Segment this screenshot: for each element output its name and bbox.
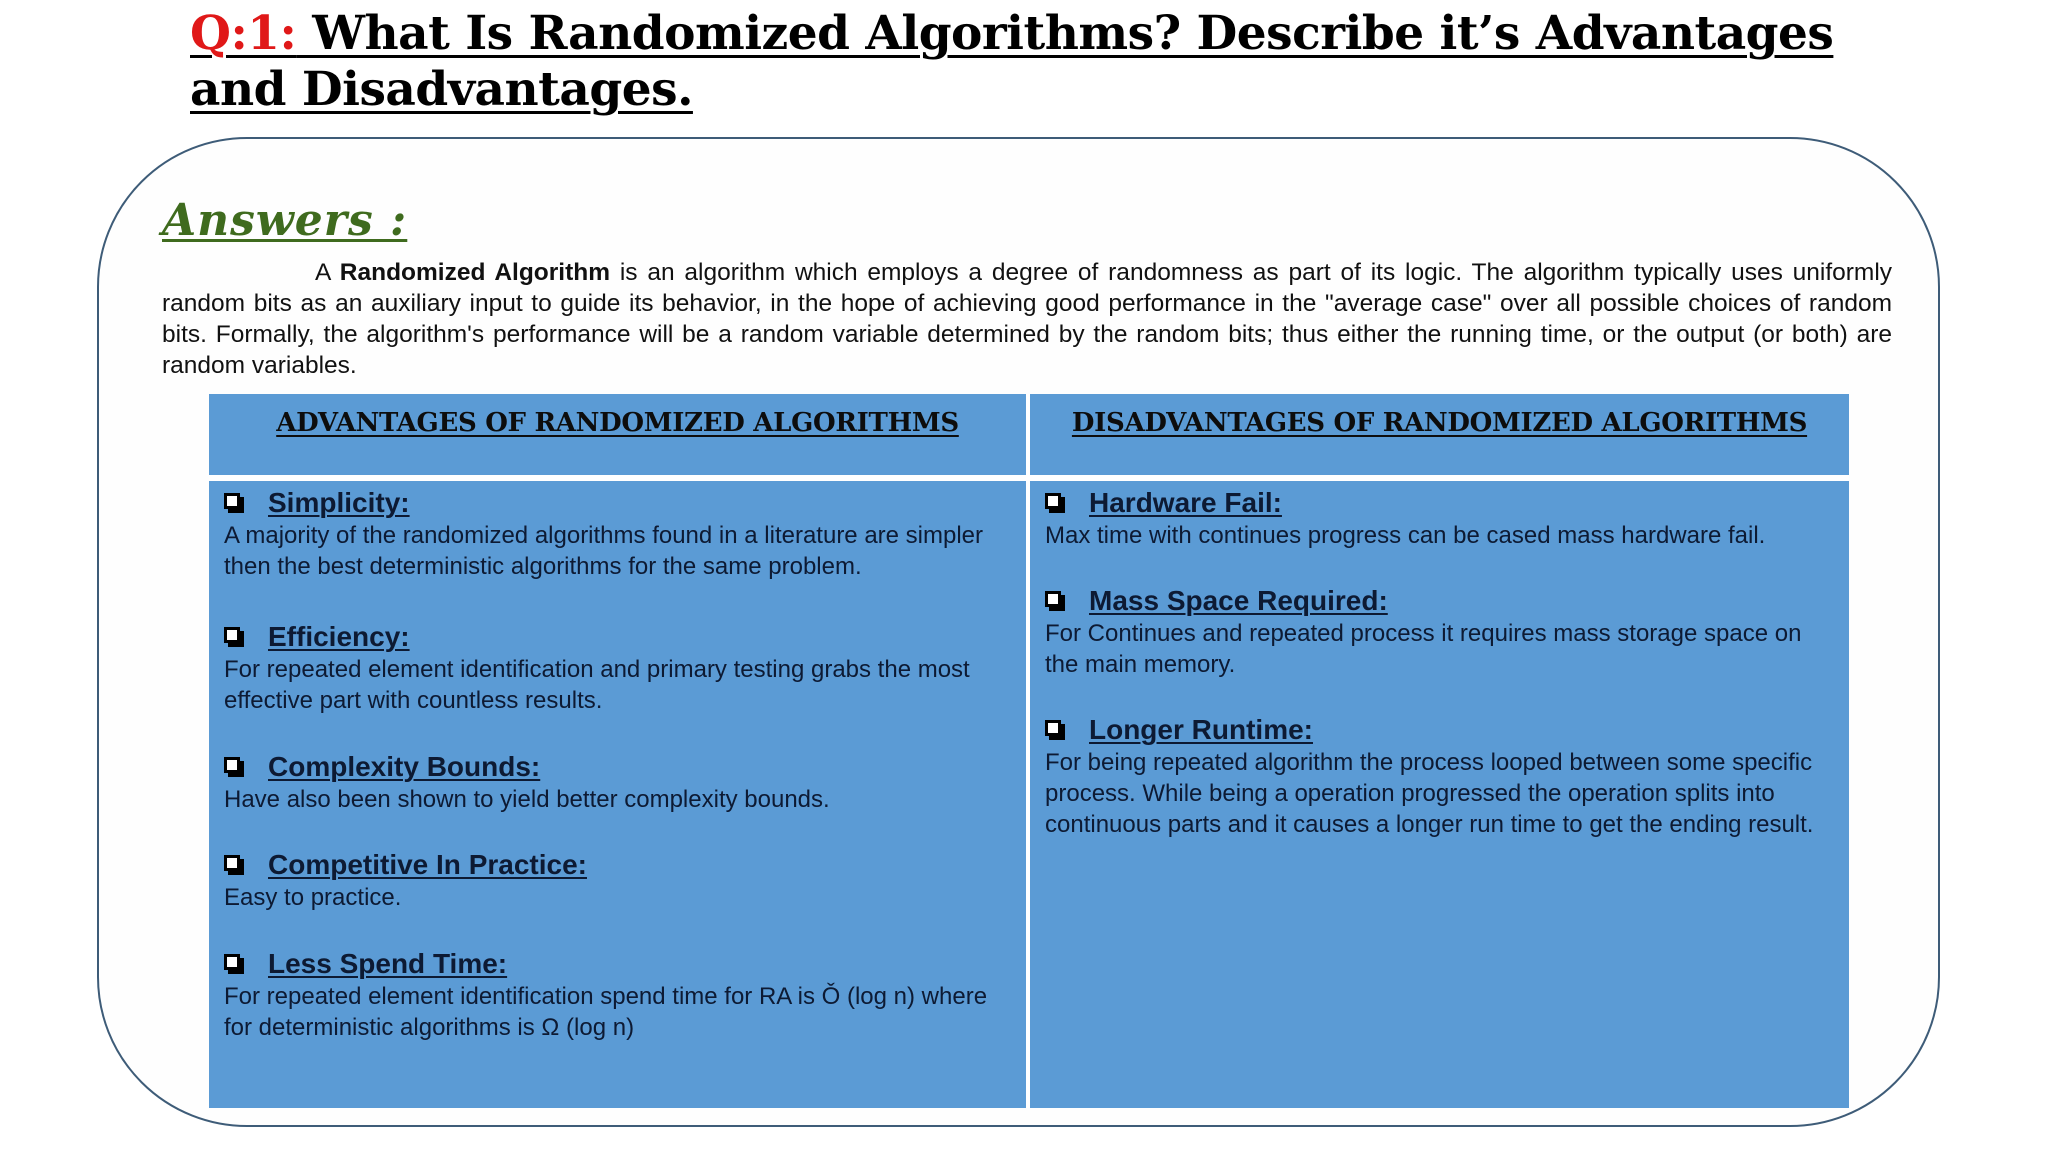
disadvantages-header: DISADVANTAGES OF RANDOMIZED ALGORITHMS (1071, 408, 1808, 438)
intro-term: Randomized Algorithm (339, 259, 611, 286)
disadvantage-head (1045, 584, 1837, 618)
advantage-head (224, 486, 1014, 520)
advantage-title: Less Spend Time: (268, 948, 508, 979)
advantage-body: Easy to practice. (224, 884, 402, 911)
disadvantage-title: Longer Runtime: (1089, 714, 1313, 745)
disadvantage-body: For being repeated algorithm the process looped between some specific process. While being a operation progressed the operation splits into continuous parts and it causes a longer run time to get the ending result. (1045, 749, 1814, 838)
advantage-head (224, 620, 1014, 654)
advantage-head (224, 750, 1014, 784)
question-text: What Is Randomized Algorithms? Describe it’s Advantages and Disadvantages. (190, 6, 1834, 117)
disadvantage-title: Hardware Fail: (1089, 487, 1282, 518)
checkbox-bullet-icon (1045, 591, 1061, 607)
advantages-header: ADVANTAGES OF RANDOMIZED ALGORITHMS (276, 408, 959, 438)
advantage-title: Competitive In Practice: (268, 849, 587, 880)
intro-lead: A (315, 259, 340, 286)
disadvantage-item (1045, 713, 1837, 840)
disadvantages-cell (1030, 481, 1849, 1108)
checkbox-bullet-icon (1045, 720, 1061, 736)
advantage-head (224, 848, 1014, 882)
checkbox-bullet-icon (224, 757, 240, 773)
comparison-table (209, 394, 1849, 1108)
advantage-item (224, 486, 1014, 582)
advantage-body: A majority of the randomized algorithms found in a literature are simpler then the best deterministic algorithms for the same problem. (224, 522, 984, 580)
disadvantage-body: Max time with continues progress can be cased mass hardware fail. (1045, 522, 1766, 549)
checkbox-bullet-icon (224, 627, 240, 643)
disadvantage-body: For Continues and repeated process it requires mass storage space on the main memory. (1045, 620, 1802, 678)
advantage-head (224, 947, 1014, 981)
advantage-item (224, 620, 1014, 716)
advantage-title: Efficiency: (268, 621, 410, 652)
disadvantage-item (1045, 584, 1837, 680)
advantage-title: Simplicity: (268, 487, 410, 518)
checkbox-bullet-icon (224, 855, 240, 871)
advantages-header-cell (209, 394, 1026, 475)
checkbox-bullet-icon (224, 493, 240, 509)
advantage-body: Have also been shown to yield better complexity bounds. (224, 786, 830, 813)
disadvantages-header-cell (1030, 394, 1849, 475)
checkbox-bullet-icon (224, 954, 240, 970)
question-number: Q:1: (190, 6, 297, 61)
advantage-item (224, 750, 1014, 815)
answers-heading: Answers : (162, 195, 408, 246)
intro-rest: is an algorithm which employs a degree of randomness as part of its logic. The algorithm typically uses uniformly random bits as an auxiliary input to guide its behavior, in the hope of achieving good performance in the "average case" over all possible choices of random bits. Formally, the algorithm's performance will be a random variable determined by the random bits; thus either the running time, or the output (or both) are random variables. (162, 259, 1893, 379)
disadvantage-title: Mass Space Required: (1089, 585, 1388, 616)
advantages-cell (209, 481, 1026, 1108)
checkbox-bullet-icon (1045, 493, 1061, 509)
advantage-title: Complexity Bounds: (268, 751, 541, 782)
advantage-item (224, 848, 1014, 913)
intro-paragraph (162, 257, 1892, 381)
page-title (190, 6, 1890, 118)
advantage-body: For repeated element identification spend time for RA is Ǒ (log n) where for deterministic algorithms is Ω (log n) (224, 983, 988, 1041)
advantage-body: For repeated element identification and primary testing grabs the most effective part with countless results. (224, 656, 970, 714)
disadvantage-head (1045, 713, 1837, 747)
disadvantage-item (1045, 486, 1837, 551)
advantage-item (224, 947, 1014, 1043)
disadvantage-head (1045, 486, 1837, 520)
